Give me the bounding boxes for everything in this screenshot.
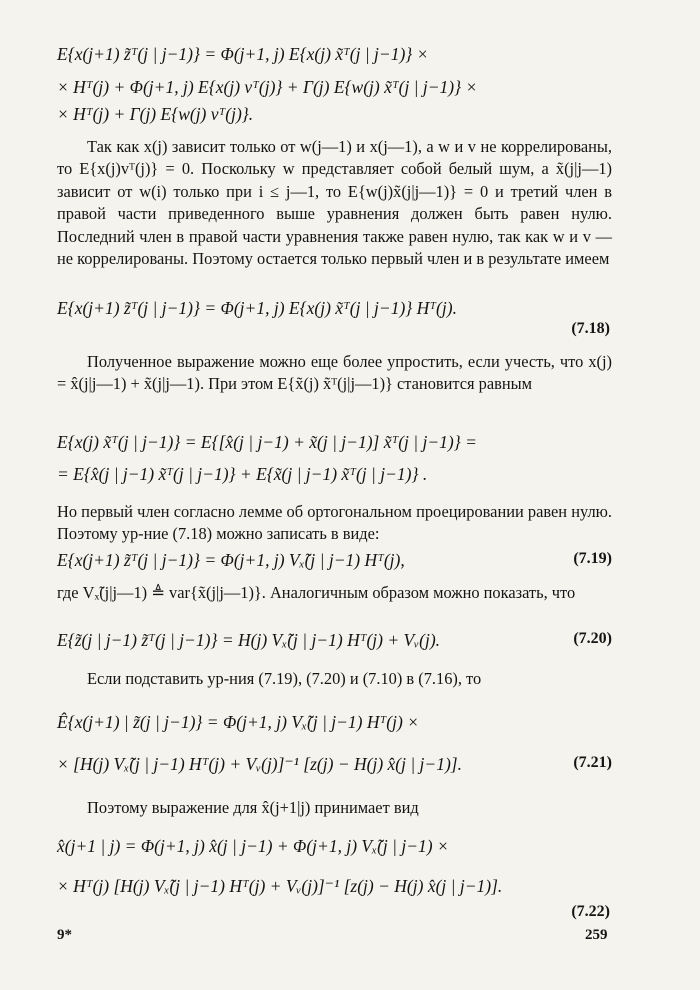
equation-number: (7.18)	[571, 320, 610, 337]
paragraph: Полученное выражение можно еще более упростить, если учесть, что x(j) = x̂(j|j—1) + x̃(j|j—1). При этом E{x̃(j) x̃ᵀ(j|j—1)} становится равным	[57, 352, 612, 394]
equation-line: × Hᵀ(j) + Γ(j) E{w(j) vᵀ(j)}.	[57, 104, 254, 124]
equation-line: E{x(j) x̃ᵀ(j | j−1)} = E{[x̂(j | j−1) + x̃(j | j−1)] x̃ᵀ(j | j−1)} =	[57, 432, 477, 452]
page-number: 259	[585, 927, 608, 943]
equation-number: (7.20)	[573, 630, 612, 647]
equation-line: E{x(j+1) z̃ᵀ(j | j−1)} = Φ(j+1, j) E{x(j) x̃ᵀ(j | j−1)} Hᵀ(j).	[57, 298, 457, 318]
paragraph: Если подставить ур-ния (7.19), (7.20) и (7.10) в (7.16), то	[87, 669, 482, 688]
equation-line: x̂(j+1 | j) = Φ(j+1, j) x̂(j | j−1) + Φ(j+1, j) Vₓ̃(j | j−1) ×	[57, 836, 449, 856]
paragraph: Так как x(j) зависит только от w(j—1) и x(j—1), а w и v не коррелированы, то E{x(j)vᵀ(j)} = 0. Поскольку w представляет собой белый шум, а x̃(j|j—1) зависит от w(i) только при i ≤ j—1, то E{w(j)x̃(j|j—1)} = 0 и третий член в правой части приведенного выше уравнения должен быть равен нулю. Последний член в правой части уравнения также равен нулю, так как w и v — не коррелированы. Поэтому остается только первый член и в результате имеем	[57, 137, 612, 269]
paragraph: Поэтому выражение для x̂(j+1|j) принимает вид	[87, 798, 419, 817]
equation-number: (7.21)	[573, 754, 612, 771]
equation-number: (7.19)	[573, 550, 612, 567]
printer-signature: 9*	[57, 927, 72, 943]
equation-line: × [H(j) Vₓ̃(j | j−1) Hᵀ(j) + Vᵥ(j)]⁻¹ [z(j) − H(j) x̂(j | j−1)].	[57, 754, 462, 774]
equation-line: × Hᵀ(j) + Φ(j+1, j) E{x(j) vᵀ(j)} + Γ(j) E{w(j) x̃ᵀ(j | j−1)} ×	[57, 77, 478, 97]
equation-line: = E{x̂(j | j−1) x̃ᵀ(j | j−1)} + E{x̃(j | j−1) x̃ᵀ(j | j−1)} .	[57, 464, 428, 484]
equation-number: (7.22)	[571, 903, 610, 920]
equation-line: E{z̃(j | j−1) z̃ᵀ(j | j−1)} = H(j) Vₓ̃(j | j−1) Hᵀ(j) + Vᵥ(j).	[57, 630, 441, 650]
equation-line: × Hᵀ(j) [H(j) Vₓ̃(j | j−1) Hᵀ(j) + Vᵥ(j)]⁻¹ [z(j) − H(j) x̂(j | j−1)].	[57, 876, 503, 896]
equation-line: E{x(j+1) z̃ᵀ(j | j−1)} = Φ(j+1, j) Vₓ̃(j | j−1) Hᵀ(j),	[57, 550, 405, 570]
equation-line: Ê{x(j+1) | z̃(j | j−1)} = Φ(j+1, j) Vₓ̃(j | j−1) Hᵀ(j) ×	[57, 712, 419, 732]
paragraph: Но первый член согласно лемме об ортогональном проецировании равен нулю. Поэтому ур-ние (7.18) можно записать в виде:	[57, 502, 612, 544]
paragraph: где Vₓ̃(j|j—1) ≜ var{x̃(j|j—1)}. Аналогичным образом можно показать, что	[57, 583, 576, 602]
equation-line: E{x(j+1) z̃ᵀ(j | j−1)} = Φ(j+1, j) E{x(j) x̃ᵀ(j | j−1)} ×	[57, 44, 429, 64]
